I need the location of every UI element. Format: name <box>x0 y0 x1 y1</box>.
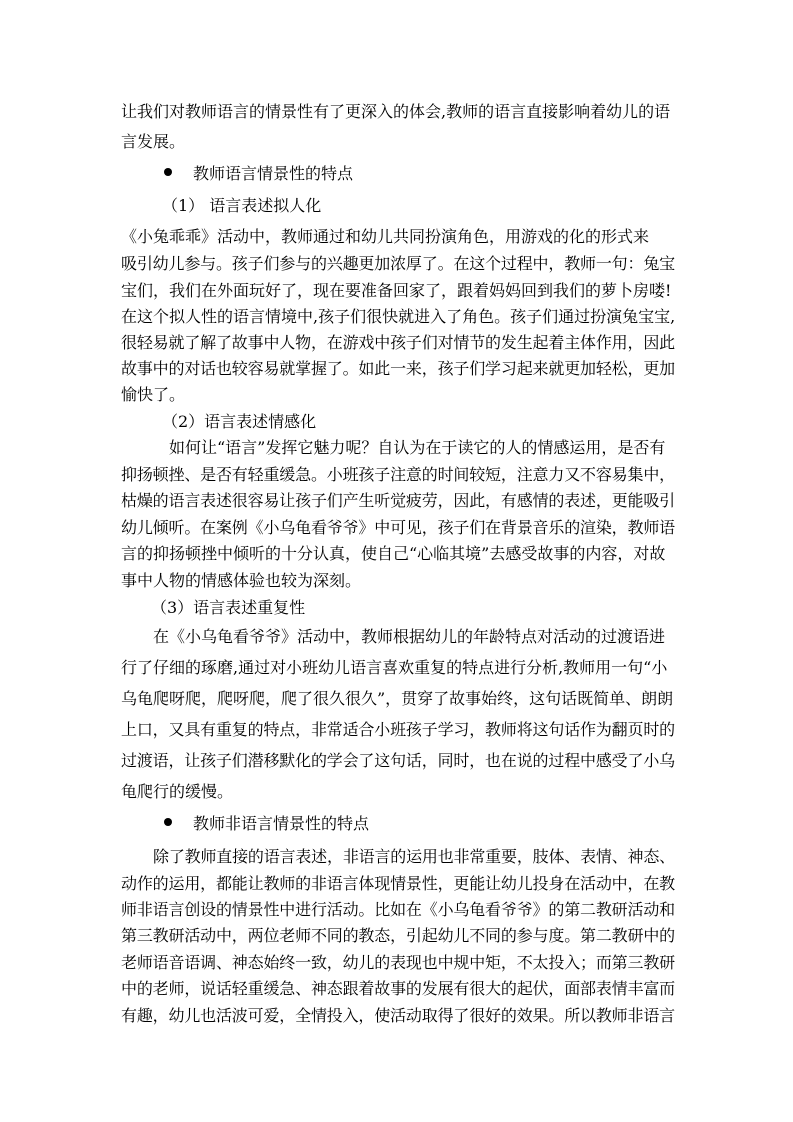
bullet-icon <box>164 818 172 826</box>
text-line: 在这个拟人性的语言情境中,孩子们很快就进入了角色。孩子们通过扮演兔宝宝, <box>121 307 676 326</box>
text-line: 行了仔细的琢磨,通过对小班幼儿语言喜欢重复的特点进行分析,教师用一句“小 <box>121 658 668 677</box>
section-heading: 教师非语言情景性的特点 <box>193 814 370 833</box>
text-line: 事中人物的情感体验也较为深刻。 <box>121 571 362 590</box>
text-line: 有趣，幼儿也活波可爱，全情投入，使活动取得了很好的效果。所以教师非语言 <box>121 1006 676 1025</box>
text-line: 在《小乌龟看爷爷》活动中，教师根据幼儿的年龄特点对活动的过渡语进 <box>153 627 666 646</box>
subsection-heading: （3）语言表述重复性 <box>151 598 306 617</box>
text-line: 故事中的对话也较容易就掌握了。如此一来，孩子们学习起来就更加轻松，更加 <box>121 359 676 378</box>
text-line: 老师语音语调、神态始终一致，幼儿的表现也中规中矩，不太投入；而第三教研 <box>121 953 676 972</box>
text-line: 乌龟爬呀爬，爬呀爬，爬了很久很久”，贯穿了故事始终，这句话既简单、朗朗 <box>121 689 674 708</box>
bullet-icon <box>164 168 172 176</box>
text-line: 第三教研活动中，两位老师不同的教态，引起幼儿不同的参与度。第二教研中的 <box>121 926 676 945</box>
text-line: 师非语言创设的情景性中进行活动。比如在《小乌龟看爷爷》的第二教研活动和 <box>121 900 676 919</box>
text-line: 让我们对教师语言的情景性有了更深入的体会,教师的语言直接影响着幼儿的语 <box>121 102 671 121</box>
text-line: 上口，又具有重复的特点，非常适合小班孩子学习，教师将这句话作为翻页时的 <box>121 720 676 739</box>
text-line: 动作的运用，都能让教师的非语言体现情景性，更能让幼儿投身在活动中，在教 <box>121 874 676 893</box>
text-line: 如何让“语言”发挥它魅力呢？自认为在于读它的人的情感运用，是否有 <box>169 438 666 457</box>
text-line: 愉快了。 <box>121 385 186 404</box>
text-line: 枯燥的语言表述很容易让孩子们产生听觉疲劳，因此，有感情的表述，更能吸引 <box>121 491 676 510</box>
text-line: 言的抑扬顿挫中倾听的十分认真，使自己“心临其境”去感受故事的内容，对故 <box>121 544 666 563</box>
text-line: 除了教师直接的语言表述，非语言的运用也非常重要，肢体、表情、神态、 <box>153 847 676 866</box>
text-line: 很轻易就了解了故事中人物，在游戏中孩子们对情节的发生起着主体作用，因此 <box>121 333 676 352</box>
text-line: 中的老师，说话轻重缓急、神态跟着故事的发展有很大的起伏，面部表情丰富而 <box>121 979 676 998</box>
text-line: 《小兔乖乖》活动中，教师通过和幼儿共同扮演角色，用游戏的化的形式来 <box>121 227 650 246</box>
text-line: 抑扬顿挫、是否有轻重缓急。小班孩子注意的时间较短，注意力又不容易集中， <box>121 465 676 484</box>
text-line: 过渡语，让孩子们潜移默化的学会了这句话，同时，也在说的过程中感受了小乌 <box>121 751 676 770</box>
text-line: 幼儿倾听。在案例《小乌龟看爷爷》中可见，孩子们在背景音乐的渲染，教师语 <box>121 518 676 537</box>
text-line: 龟爬行的缓慢。 <box>121 782 234 801</box>
text-line: 言发展。 <box>121 132 186 151</box>
subsection-heading: （2）语言表述情感化 <box>162 412 317 431</box>
text-line: 宝们，我们在外面玩好了，现在要准备回家了，跟着妈妈回到我们的萝卜房喽! <box>121 281 672 300</box>
section-heading: 教师语言情景性的特点 <box>193 164 354 183</box>
subsection-heading: （1） 语言表述拟人化 <box>162 196 322 215</box>
text-line: 吸引幼儿参与。孩子们参与的兴趣更加浓厚了。在这个过程中，教师一句：兔宝 <box>121 254 676 273</box>
